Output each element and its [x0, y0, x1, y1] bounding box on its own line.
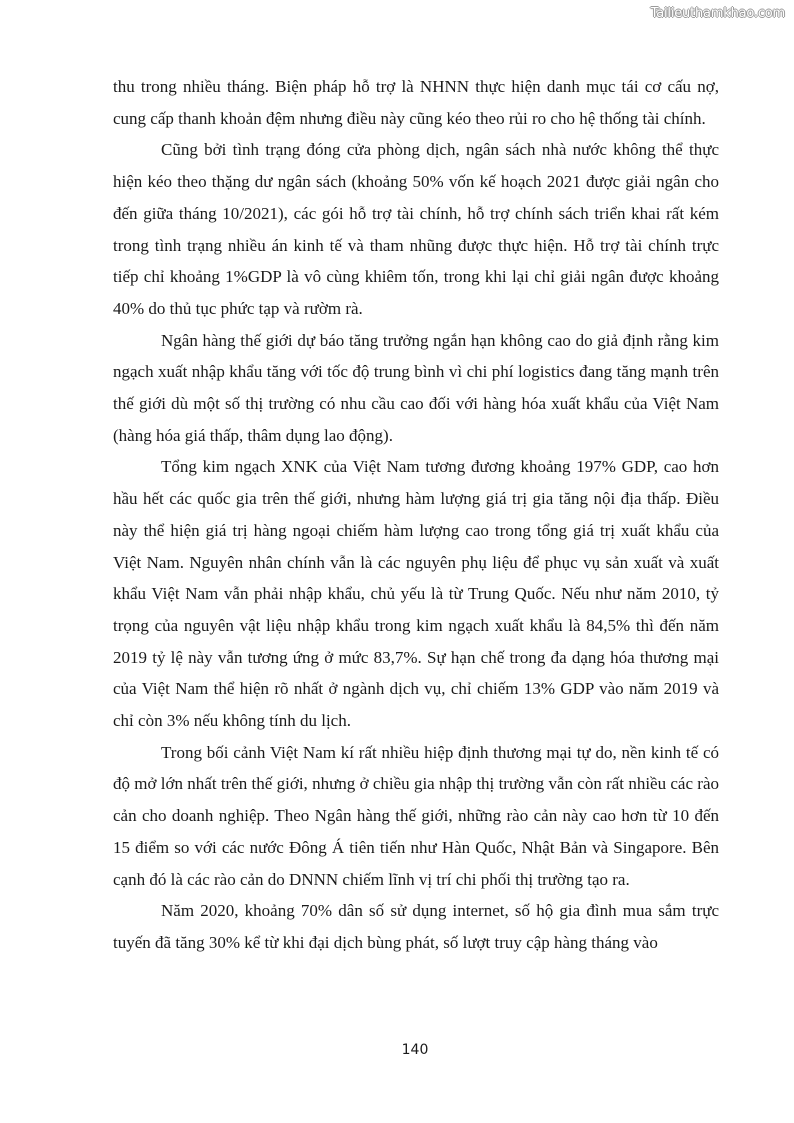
- paragraph-world-bank-forecast: Ngân hàng thế giới dự báo tăng trưởng ngắn hạn không cao do giả định rằng kim ngạch xuất nhập khẩu tăng với tốc độ trung bình vì chi phí logistics đang tăng mạnh trên thế giới dù một số thị trường có nhu cầu cao đối với hàng hóa xuất khẩu của Việt Nam (hàng hóa giá thấp, thâm dụng lao động).: [113, 330, 719, 445]
- page-number: 140: [401, 1042, 429, 1058]
- watermark-text: Tailieuthamkhao.com: [650, 6, 785, 21]
- paragraph-continuation: thu trong nhiều tháng. Biện pháp hỗ trợ là NHNN thực hiện danh mục tái cơ cấu nợ, cung cấp thanh khoản đệm nhưng điều này cũng kéo theo rủi ro cho hệ thống tài chính.: [113, 77, 719, 128]
- paragraph-trade-value-added: Tổng kim ngạch XNK của Việt Nam tương đương khoảng 197% GDP, cao hơn hầu hết các quốc gia trên thế giới, nhưng hàm lượng giá trị gia tăng nội địa thấp. Điều này thể hiện giá trị hàng ngoại chiếm hàm lượng cao trong tổng giá trị xuất khẩu của Việt Nam. Nguyên nhân chính vẫn là các nguyên phụ liệu để phục vụ sản xuất và xuất khẩu Việt Nam vẫn phải nhập khẩu, chủ yếu là từ Trung Quốc. Nếu như năm 2010, tỷ trọng của nguyên vật liệu nhập khẩu trong kim ngạch xuất khẩu là 84,5% thì đến năm 2019 tỷ lệ này vẫn tương ứng ở mức 83,7%. Sự hạn chế trong đa dạng hóa thương mại của Việt Nam thể hiện rõ nhất ở ngành dịch vụ, chỉ chiếm 13% GDP vào năm 2019 và chỉ còn 3% nếu không tính du lịch.: [113, 457, 719, 731]
- paragraph-market-barriers: Trong bối cảnh Việt Nam kí rất nhiều hiệp định thương mại tự do, nền kinh tế có độ mở lớn nhất trên thế giới, nhưng ở chiều gia nhập thị trường vẫn còn rất nhiều các rào cản cho doanh nghiệp. Theo Ngân hàng thế giới, những rào cản này cao hơn từ 10 đến 15 điểm so với các nước Đông Á tiên tiến như Hàn Quốc, Nhật Bản và Singapore. Bên cạnh đó là các rào cản do DNNN chiếm lĩnh vị trí chi phối thị trường tạo ra.: [113, 742, 719, 889]
- paragraph-budget-support: Cũng bởi tình trạng đóng cửa phòng dịch, ngân sách nhà nước không thể thực hiện kéo theo thặng dư ngân sách (khoảng 50% vốn kế hoạch 2021 được giải ngân cho đến giữa tháng 10/2021), các gói hỗ trợ tài chính, hỗ trợ chính sách triển khai rất kém trong tình trạng nhiều án kinh tế và tham nhũng được thực hiện. Hỗ trợ tài chính trực tiếp chỉ khoảng 1%GDP là vô cùng khiêm tốn, trong khi lại chỉ giải ngân được khoảng 40% do thủ tục phức tạp và rườm rà.: [113, 140, 719, 318]
- paragraph-internet-ecommerce: Năm 2020, khoảng 70% dân số sử dụng internet, số hộ gia đình mua sắm trực tuyến đã tăng 30% kể từ khi đại dịch bùng phát, số lượt truy cập hàng tháng vào: [113, 901, 719, 952]
- document-body: [113, 71, 719, 959]
